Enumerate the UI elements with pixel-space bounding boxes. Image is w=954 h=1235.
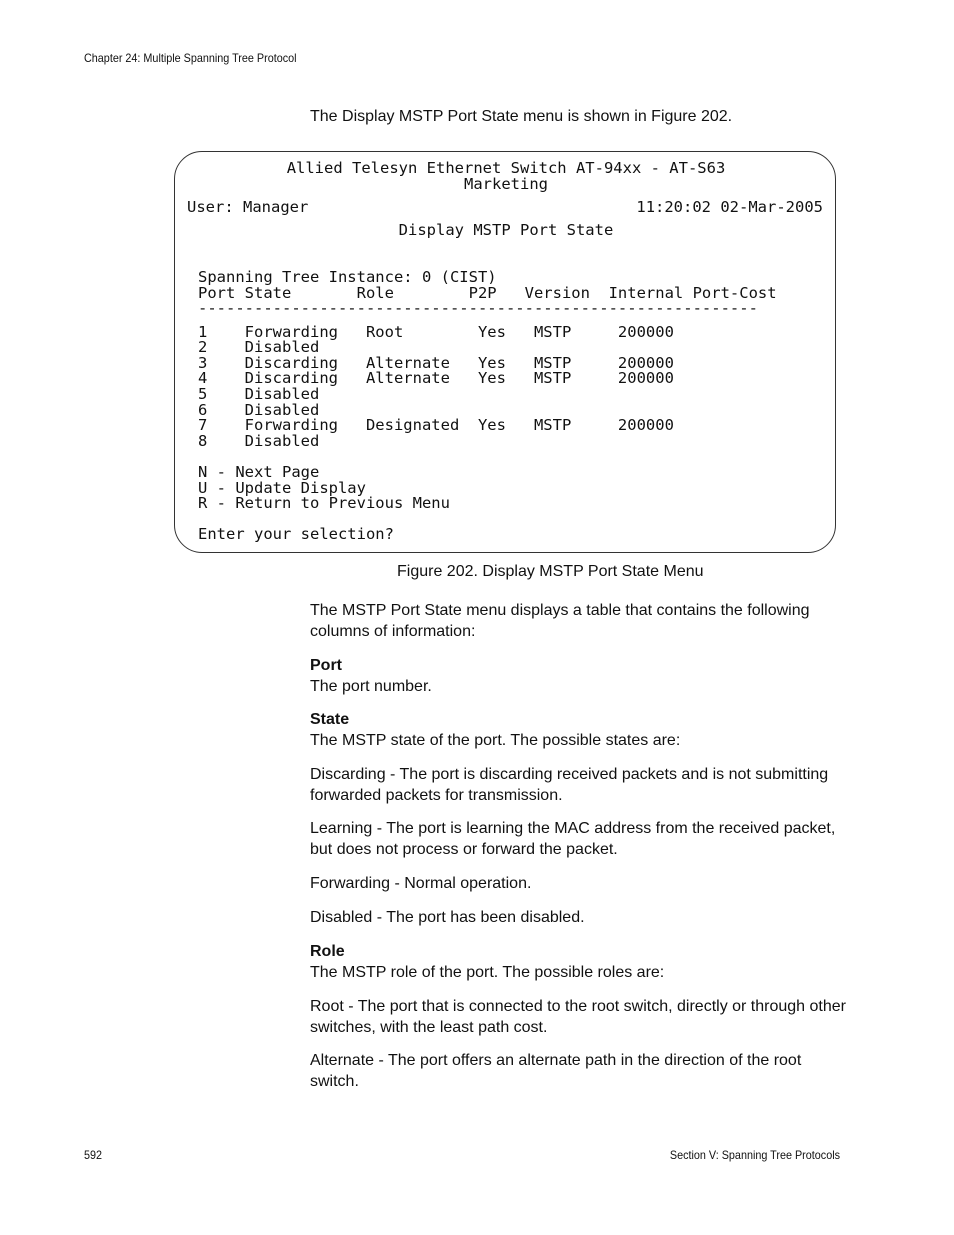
page-number: 592 [84, 1148, 103, 1162]
state-description: The MSTP state of the port. The possible states are: [310, 731, 681, 749]
terminal-menu-title: Display MSTP Port State [398, 221, 614, 239]
terminal-screen [174, 151, 836, 553]
option-next-page: N - Next Page [198, 463, 320, 481]
role-heading: Role [310, 943, 345, 960]
role-alternate: Alternate - The port offers an alternate path in the direction of the root switch. [310, 1052, 802, 1090]
terminal-user: User: Manager [187, 198, 309, 216]
port-description: The port number. [310, 677, 432, 695]
lead-text: The MSTP Port State menu displays a table that contains the following columns of information: [310, 602, 810, 640]
table-row: 7 Forwarding Designated Yes MSTP 200000 [198, 416, 674, 434]
state-learning: Learning - The port is learning the MAC address from the received packet, but does not process or forward the packet. [310, 820, 836, 858]
table-row: 1 Forwarding Root Yes MSTP 200000 [198, 323, 674, 341]
terminal-datetime: 11:20:02 02-Mar-2005 [636, 198, 823, 216]
role-description: The MSTP role of the port. The possible roles are: [310, 963, 665, 981]
terminal-divider: ------------------------------------------------------------ [198, 299, 758, 317]
role-definition [310, 942, 850, 983]
table-row: 6 Disabled [198, 401, 320, 419]
intro-paragraph: The Display MSTP Port State menu is shown in Figure 202. [310, 108, 733, 125]
section-title: Section V: Spanning Tree Protocols [669, 1148, 840, 1162]
option-update-display: U - Update Display [198, 479, 366, 497]
port-definition [310, 656, 850, 697]
selection-prompt: Enter your selection? [198, 525, 394, 543]
terminal-instance: Spanning Tree Instance: 0 (CIST) [198, 268, 497, 286]
state-forwarding: Forwarding - Normal operation. [310, 875, 532, 892]
terminal-title: Allied Telesyn Ethernet Switch AT-94xx - AT-S63 [286, 159, 726, 177]
port-heading: Port [310, 657, 342, 674]
running-head: Chapter 24: Multiple Spanning Tree Protocol [84, 51, 297, 65]
state-disabled: Disabled - The port has been disabled. [310, 909, 585, 926]
lead-paragraph [310, 601, 850, 642]
state-discarding: Discarding - The port is discarding received packets and is not submitting forwarded packets for transmission. [310, 766, 829, 804]
table-row: 5 Disabled [198, 385, 320, 403]
table-row: 3 Discarding Alternate Yes MSTP 200000 [198, 354, 674, 372]
option-return-menu: R - Return to Previous Menu [198, 494, 450, 512]
terminal-location: Marketing [464, 175, 548, 193]
figure-caption: Figure 202. Display MSTP Port State Menu [397, 563, 704, 580]
table-row: 2 Disabled [198, 338, 320, 356]
terminal-table-header: Port State Role P2P Version Internal Port-Cost [198, 284, 777, 302]
state-heading: State [310, 711, 350, 728]
state-definition [310, 710, 850, 751]
table-row: 4 Discarding Alternate Yes MSTP 200000 [198, 369, 674, 387]
role-root: Root - The port that is connected to the root switch, directly or through other switches, with the least path cost. [310, 998, 846, 1036]
table-row: 8 Disabled [198, 432, 320, 450]
